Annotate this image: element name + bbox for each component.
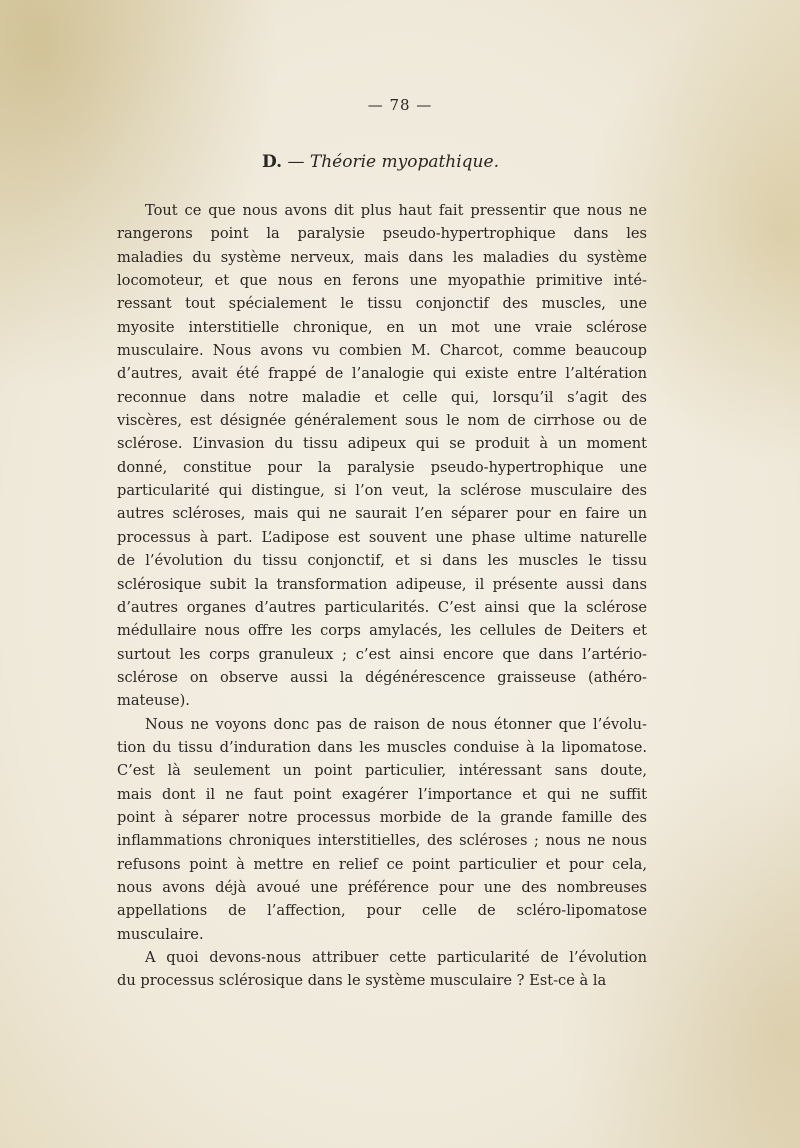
text-line: myosite interstitielle chronique, en un mot une vraie sclérose — [117, 318, 647, 336]
section-title: Théorie myopathique. — [309, 152, 499, 172]
text-line: nous avons déjà avoué une préférence pour une des nombreuses — [117, 878, 647, 896]
text-line: A quoi devons-nous attribuer cette particularité de l’évolution — [145, 949, 647, 966]
text-line: locomoteur, et que nous en ferons une myopathie primitive inté- — [117, 272, 647, 290]
text-line: viscères, est désignée généralement sous le nom de cirrhose ou de — [117, 412, 647, 430]
text-line: d’autres, avait été frappé de l’analogie qui existe entre l’altération — [117, 365, 647, 383]
text-line: mateuse). — [117, 692, 190, 710]
text-line: C’est là seulement un point particulier, intéressant sans doute, — [117, 762, 647, 780]
text-line: donné, constitue pour la paralysie pseudo-hypertrophique une — [117, 458, 647, 476]
body-text — [117, 199, 647, 993]
text-line: ressant tout spécialement le tissu conjonctif des muscles, une — [117, 295, 647, 313]
text-line: sclérosique subit la transformation adipeuse, il présente aussi dans — [117, 575, 647, 593]
text-line: point à séparer notre processus morbide de la grande famille des — [117, 808, 647, 826]
text-line: appellations de l’affection, pour celle de scléro-lipomatose — [117, 902, 647, 920]
text-line: reconnue dans notre maladie et celle qui, lorsqu’il s’agit des — [117, 388, 647, 406]
text-line: du processus sclérosique dans le système musculaire ? Est-ce à la — [117, 972, 607, 990]
text-line: maladies du système nerveux, mais dans les maladies du système — [117, 248, 647, 266]
text-line: inflammations chroniques interstitielles, des scléroses ; nous ne nous — [117, 832, 647, 850]
text-line: sclérose on observe aussi la dégénérescence graisseuse (athéro- — [117, 668, 647, 686]
text-line: musculaire. — [117, 925, 204, 943]
text-line: musculaire. Nous avons vu combien M. Charcot, comme beaucoup — [117, 342, 647, 360]
paragraph — [117, 199, 647, 713]
heading-dash: — — [282, 152, 310, 172]
text-line: Nous ne voyons donc pas de raison de nous étonner que l’évolu- — [145, 715, 647, 733]
text-line: refusons point à mettre en relief ce point particulier et pour cela, — [117, 855, 647, 873]
paragraph — [117, 713, 647, 946]
section-heading — [262, 152, 499, 172]
text-line: de l’évolution du tissu conjonctif, et si dans les muscles le tissu — [117, 552, 647, 570]
text-line: autres scléroses, mais qui ne saurait l’en séparer pour en faire un — [117, 505, 647, 523]
section-letter: D. — [262, 152, 283, 172]
text-line: Tout ce que nous avons dit plus haut fait pressentir que nous ne — [145, 202, 647, 219]
text-line: d’autres organes d’autres particularités. C’est ainsi que la sclérose — [117, 598, 647, 616]
text-line: mais dont il ne faut point exagérer l’importance et qui ne suffit — [117, 785, 647, 803]
text-line: processus à part. L’adipose est souvent une phase ultime naturelle — [117, 528, 647, 546]
text-line: surtout les corps granuleux ; c’est ainsi encore que dans l’artério- — [117, 645, 647, 663]
page-number: — 78 — — [367, 96, 433, 114]
text-line: rangerons point la paralysie pseudo-hypertrophique dans les — [117, 225, 647, 243]
text-line: médullaire nous offre les corps amylacés, les cellules de Deiters et — [117, 622, 647, 640]
text-line: sclérose. L’invasion du tissu adipeux qui se produit à un moment — [117, 435, 647, 453]
text-line: particularité qui distingue, si l’on veut, la sclérose musculaire des — [117, 482, 647, 500]
text-line: tion du tissu d’induration dans les muscles conduise à la lipomatose. — [117, 738, 647, 756]
paragraph — [117, 946, 647, 993]
